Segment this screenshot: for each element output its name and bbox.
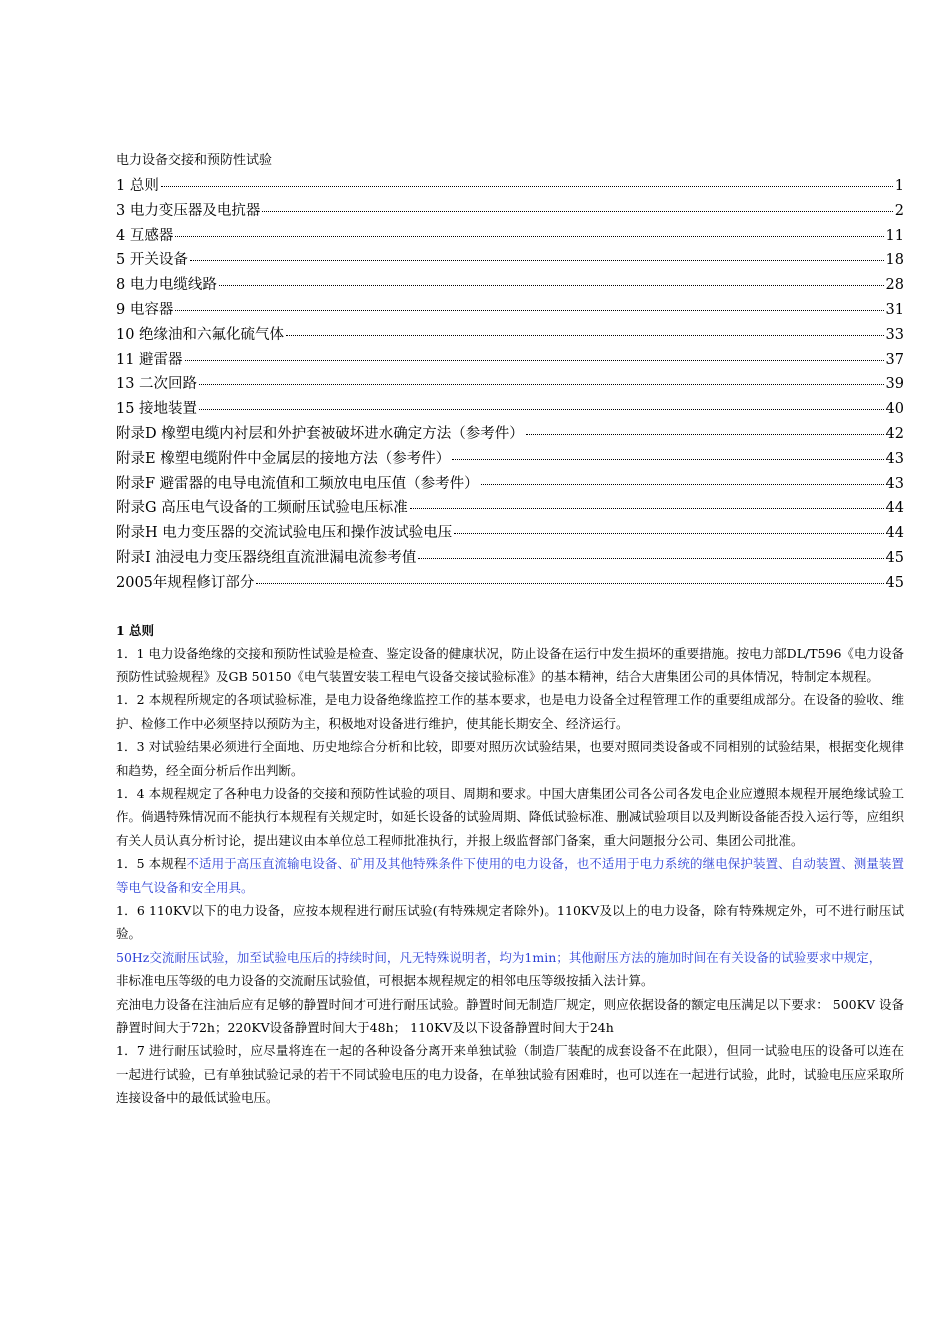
toc-entry-page: 39 xyxy=(885,376,904,393)
toc-entry-label: 15 接地装置 xyxy=(116,401,198,418)
toc-dot-leader xyxy=(190,260,884,261)
toc-entry-label: 5 开关设备 xyxy=(116,252,188,269)
toc-entry-page: 44 xyxy=(885,525,904,542)
toc-entry-label: 13 二次回路 xyxy=(116,376,198,393)
toc-entry-label: 9 电容器 xyxy=(116,301,174,318)
toc-dot-leader xyxy=(526,434,884,435)
toc-dot-leader xyxy=(199,384,883,385)
toc-entry-page: 1 xyxy=(894,178,904,194)
toc-entry-label: 4 互感器 xyxy=(116,227,174,244)
paragraph-nonstandard-voltage: 非标准电压等级的电力设备的交流耐压试验值，可根据本规程规定的相邻电压等级按插入法计算。 xyxy=(116,973,654,989)
toc-entry-label: 3 电力变压器及电抗器 xyxy=(116,202,261,219)
toc-entry-page: 37 xyxy=(885,351,904,368)
paragraph-ac-withstand: 50Hz交流耐压试验，加至试验电压后的持续时间，凡无特殊说明者，均为1min；其他耐压方法的施加时间在有关设备的试验要求中规定， xyxy=(116,949,882,965)
paragraph-oil-filled: 充油电力设备在注油后应有足够的静置时间才可进行耐压试验。静置时间无制造厂规定，则应依据设备的额定电压满足以下要求： 500KV 设备静置时间大于72h；220KV设备静置时间大于48h； 110KV及以下设备静置时间大于24h xyxy=(116,996,904,1036)
toc-entry[interactable] xyxy=(116,273,904,298)
toc-entry[interactable] xyxy=(116,199,904,224)
toc-entry[interactable] xyxy=(116,422,904,447)
toc-entry-label: 附录E 橡塑电缆附件中金属层的接地方法（参考件） xyxy=(116,450,451,467)
section-heading: 1 总则 xyxy=(116,622,155,638)
toc-entry-page: 33 xyxy=(885,326,904,343)
paragraph-1-1: 1．1 电力设备绝缘的交接和预防性试验是检查、鉴定设备的健康状况，防止设备在运行中发生损坏的重要措施。按电力部DL/T596《电力设备预防性试验规程》及GB 50150《电气装置安装工程电气设备交接试验标准》的基本精神，结合大唐集团公司的具体情况，特制定本规程。 xyxy=(116,645,904,684)
toc-entry[interactable] xyxy=(116,397,904,422)
toc-entry-label: 8 电力电缆线路 xyxy=(116,277,217,294)
paragraph-1-7: 1．7 进行耐压试验时，应尽量将连在一起的各种设备分离开来单独试验（制造厂装配的成套设备不在此限），但同一试验电压的设备可以连在一起进行试验，已有单独试验记录的若干不同试验电压的电力设备，在单独试验有困难时，也可以连在一起进行试验，此时，试验电压应采取所连接设备中的最低试验电压。 xyxy=(116,1043,904,1106)
toc-dot-leader xyxy=(175,310,883,311)
toc-entry-label: 附录I 油浸电力变压器绕组直流泄漏电流参考值 xyxy=(116,549,417,566)
toc-entry-page: 45 xyxy=(885,574,904,591)
document-page xyxy=(116,150,904,1110)
paragraph-1-3: 1．3 对试验结果必须进行全面地、历史地综合分析和比较，即要对照历次试验结果，也要对照同类设备或不同相别的试验结果，根据变化规律和趋势，经全面分析后作出判断。 xyxy=(116,739,904,778)
toc-entry-page: 44 xyxy=(885,500,904,517)
toc-dot-leader xyxy=(286,335,883,336)
toc-entry-page: 31 xyxy=(885,301,904,318)
toc-dot-leader xyxy=(418,558,883,559)
toc-entry-page: 43 xyxy=(885,450,904,467)
toc-entry-page: 43 xyxy=(885,475,904,492)
toc-entry-label: 10 绝缘油和六氟化硫气体 xyxy=(116,326,285,343)
toc-entry-label: 2005年规程修订部分 xyxy=(116,574,255,591)
toc-entry[interactable] xyxy=(116,372,904,397)
toc-entry-label: 附录G 高压电气设备的工频耐压试验电压标准 xyxy=(116,500,408,517)
toc-dot-leader xyxy=(454,533,883,534)
toc-entry[interactable] xyxy=(116,174,904,199)
toc-entry-label: 附录F 避雷器的电导电流值和工频放电电压值（参考件） xyxy=(116,475,479,492)
paragraph-1-2: 1．2 本规程所规定的各项试验标准，是电力设备绝缘监控工作的基本要求，也是电力设备全过程管理工作的重要组成部分。在设备的验收、维护、检修工作中必须坚持以预防为主，积极地对设备进行维护，使其能长期安全、经济运行。 xyxy=(116,692,904,731)
toc-entry[interactable] xyxy=(116,447,904,472)
table-of-contents xyxy=(116,174,904,596)
toc-entry[interactable] xyxy=(116,472,904,497)
toc-entry-page: 18 xyxy=(885,252,904,269)
toc-dot-leader xyxy=(185,360,884,361)
paragraph-1-6: 1．6 110KV以下的电力设备，应按本规程进行耐压试验(有特殊规定者除外)。110KV及以上的电力设备，除有特殊规定外，可不进行耐压试验。 xyxy=(116,903,904,942)
toc-entry-page: 28 xyxy=(885,277,904,294)
toc-entry[interactable] xyxy=(116,348,904,373)
document-title: 电力设备交接和预防性试验 xyxy=(116,153,273,168)
toc-dot-leader xyxy=(256,583,883,584)
toc-dot-leader xyxy=(481,484,884,485)
toc-dot-leader xyxy=(410,508,884,509)
toc-entry-label: 1 总则 xyxy=(116,178,159,194)
toc-dot-leader xyxy=(262,211,892,212)
section-general xyxy=(116,620,904,1110)
toc-dot-leader xyxy=(452,459,883,460)
toc-dot-leader xyxy=(219,285,884,286)
paragraph-1-5-prefix: 1．5 本规程 xyxy=(116,856,187,872)
toc-entry-page: 2 xyxy=(894,202,904,219)
toc-entry[interactable] xyxy=(116,521,904,546)
toc-dot-leader xyxy=(199,409,883,410)
toc-entry[interactable] xyxy=(116,323,904,348)
toc-entry[interactable] xyxy=(116,298,904,323)
paragraph-1-4: 1．4 本规程规定了各种电力设备的交接和预防性试验的项目、周期和要求。中国大唐集团公司各公司各发电企业应遵照本规程开展绝缘试验工作。倘遇特殊情况而不能执行本规程有关规定时，如延长设备的试验周期、降低试验标准、删减试验项目以及判断设备能否投入运行等，应组织有关人员认真分析讨论，提出建议由本单位总工程师批准执行，并报上级监督部门备案，重大问题报分公司、集团公司批准。 xyxy=(116,785,904,848)
toc-dot-leader xyxy=(161,186,893,187)
paragraph-1-5 xyxy=(116,852,904,899)
toc-entry[interactable] xyxy=(116,496,904,521)
toc-entry[interactable] xyxy=(116,571,904,596)
toc-dot-leader xyxy=(175,236,883,237)
toc-entry[interactable] xyxy=(116,546,904,571)
toc-entry-label: 11 避雷器 xyxy=(116,351,183,368)
toc-entry-page: 11 xyxy=(885,227,904,244)
toc-entry[interactable] xyxy=(116,224,904,249)
toc-entry-page: 42 xyxy=(885,425,904,442)
toc-entry-page: 45 xyxy=(885,549,904,566)
toc-entry[interactable] xyxy=(116,248,904,273)
toc-entry-label: 附录D 橡塑电缆内衬层和外护套被破坏进水确定方法（参考件） xyxy=(116,425,524,442)
paragraph-1-5-highlight: 不适用于高压直流输电设备、矿用及其他特殊条件下使用的电力设备，也不适用于电力系统的继电保护装置、自动装置、测量装置等电气设备和安全用具。 xyxy=(116,856,904,895)
toc-entry-label: 附录H 电力变压器的交流试验电压和操作波试验电压 xyxy=(116,525,453,542)
toc-entry-page: 40 xyxy=(885,401,904,418)
